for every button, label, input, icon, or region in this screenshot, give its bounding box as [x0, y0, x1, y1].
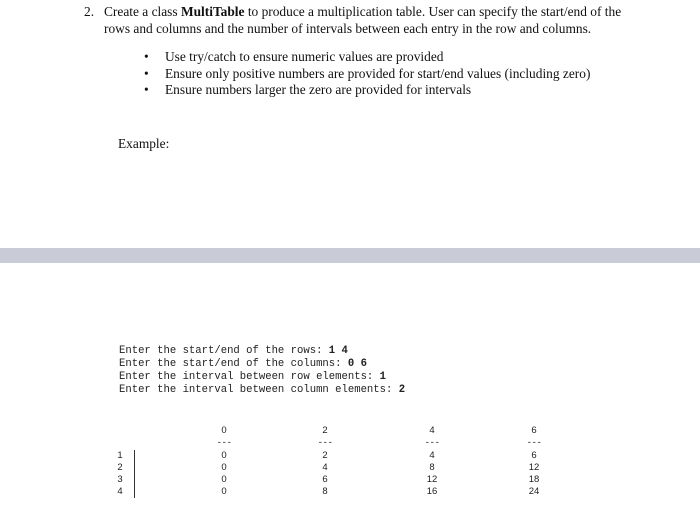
console-prompt: Enter the start/end of the columns:	[119, 358, 348, 370]
table-cell: 18	[528, 474, 540, 485]
table-cell: 6	[322, 474, 328, 485]
console-prompt: Enter the start/end of the rows:	[119, 345, 329, 357]
header-separator: ---	[317, 438, 333, 448]
console-answer: 1 4	[328, 345, 348, 357]
column-header: 0	[221, 425, 227, 436]
table-cell: 4	[322, 462, 328, 473]
console-prompt: Enter the interval between column elements:	[119, 384, 399, 396]
table-cell: 8	[429, 462, 435, 473]
console-answer: 1	[379, 371, 387, 383]
row-label-divider	[134, 450, 135, 498]
table-cell: 16	[426, 486, 438, 497]
header-separator: ---	[526, 438, 542, 448]
console-answer: 0 6	[347, 358, 367, 370]
table-cell: 0	[221, 486, 227, 497]
question-text-after: to produce a multiplication table. User can specify the start/end of the rows and columns and the number of intervals between each entry in the row and columns.	[104, 4, 622, 36]
table-cell: 2	[322, 450, 328, 461]
requirement-item: • Use try/catch to ensure numeric values are provided	[144, 49, 590, 66]
column-header: 4	[429, 425, 435, 436]
question-number: 2.	[84, 4, 95, 19]
column-header: 2	[322, 425, 328, 436]
column-header: 6	[531, 425, 537, 436]
table-cell: 0	[221, 450, 227, 461]
row-label: 3	[117, 474, 123, 485]
console-prompt: Enter the interval between row elements:	[119, 371, 380, 383]
row-label: 4	[117, 486, 123, 497]
console-answer: 2	[398, 384, 406, 396]
row-label: 2	[117, 462, 123, 473]
table-cell: 6	[531, 450, 537, 461]
table-cell: 0	[221, 474, 227, 485]
question-text-before: Create a class	[104, 4, 181, 19]
table-cell: 12	[528, 462, 540, 473]
header-separator: ---	[424, 438, 440, 448]
table-cell: 8	[322, 486, 328, 497]
table-cell: 0	[221, 462, 227, 473]
table-cell: 12	[426, 474, 438, 485]
table-cell: 24	[528, 486, 540, 497]
row-label: 1	[117, 450, 123, 461]
requirement-item: • Ensure numbers larger the zero are provided for intervals	[144, 82, 590, 99]
class-name: MultiTable	[180, 4, 245, 19]
example-label: Example:	[118, 136, 170, 151]
requirement-item: • Ensure only positive numbers are provided for start/end values (including zero)	[144, 66, 590, 83]
header-separator: ---	[216, 438, 232, 448]
table-cell: 4	[429, 450, 435, 461]
